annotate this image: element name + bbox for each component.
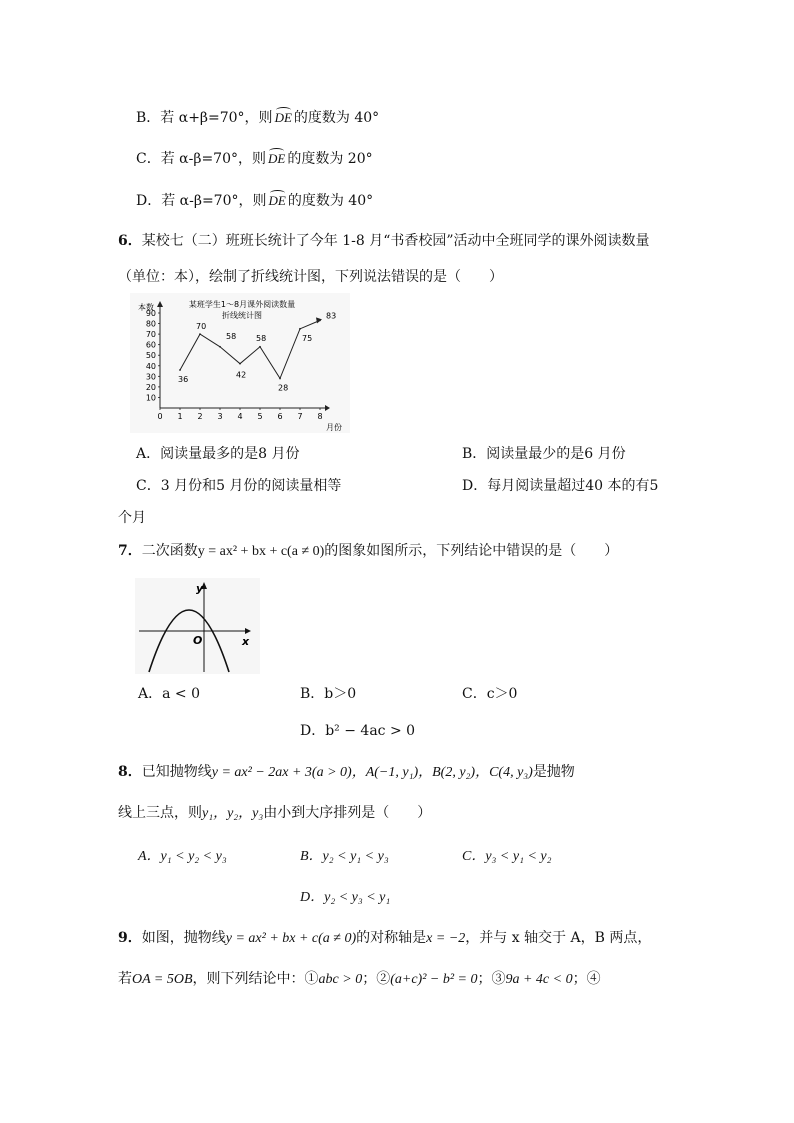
- data-label: 58: [226, 331, 237, 341]
- q7-stem: 7．二次函数y = ax² + bx + c(a ≠ 0)的图象如图所示，下列结论中错误的是（ ）: [118, 543, 619, 559]
- y-tick-label: 40: [145, 361, 156, 371]
- data-point: [179, 369, 181, 371]
- q8-stem-line1: 8．已知抛物线y = ax² − 2ax + 3(a > 0)，A(−1, y₁)，B(2, y₂)，C(4, y₃)是抛物: [118, 764, 575, 780]
- q9-formula: y = ax² + bx + c(a ≠ 0): [225, 931, 357, 946]
- q8-stem-line2: 线上三点，则y₁，y₂，y₃由小到大序排列是（ ）: [118, 805, 432, 821]
- data-point: [239, 363, 241, 365]
- q7-option-a: A．a < 0: [138, 686, 200, 702]
- q7-number: 7．: [118, 543, 142, 559]
- q7-formula: y = ax² + bx + c(a ≠ 0): [197, 544, 325, 559]
- q6-option-d: D．每月阅读量超过40 本的有5: [462, 478, 659, 494]
- y-tick-label: 20: [145, 382, 156, 392]
- arc-de: DE: [268, 147, 285, 169]
- arc-de: DE: [269, 189, 286, 211]
- x-tick-label: 6: [277, 412, 283, 421]
- x-tick-label: 4: [237, 412, 243, 421]
- q6-option-c: C．3 月份和5 月份的阅读量相等: [136, 478, 342, 494]
- q9-number: 9．: [118, 930, 142, 946]
- parabola-graph: [135, 578, 260, 674]
- q5-option-b: B．若 α+β=70°，则 DE 的度数为 40°: [136, 106, 379, 128]
- y-tick-label: 70: [145, 330, 156, 340]
- q5-option-c: C．若 α-β=70°，则 DE 的度数为 20°: [136, 147, 373, 169]
- y-tick-label: 90: [145, 309, 156, 318]
- data-label: 75: [302, 333, 313, 343]
- chart-title: 某班学生1～8月课外阅读数量: [188, 300, 296, 309]
- x-axis-label: x: [242, 635, 250, 648]
- q7-option-c: C．c＞0: [462, 686, 518, 702]
- data-point: [299, 328, 301, 330]
- q7-option-d: D．b² − 4ac > 0: [300, 723, 416, 739]
- q5-option-d: D．若 α-β=70°，则 DE 的度数为 40°: [136, 189, 373, 211]
- x-tick-label: 3: [217, 412, 223, 421]
- q9-axis: x = −2: [426, 931, 466, 946]
- data-point: [219, 346, 221, 348]
- q7-option-b: B．b＞0: [300, 686, 357, 702]
- q9-conclusion-2: (a+c)² − b² = 0: [390, 972, 478, 987]
- data-point: [199, 333, 201, 335]
- q8-option-a: A．y₁ < y₂ < y₃: [138, 849, 227, 864]
- q8-formula: y = ax² − 2ax + 3(a > 0): [211, 765, 352, 780]
- q8-number: 8．: [118, 764, 142, 780]
- reading-line-chart: [130, 293, 350, 433]
- q6-stem-line2: （单位：本），绘制了折线统计图，下列说法错误的是（ ）: [118, 269, 503, 285]
- q6-option-a: A．阅读量最多的是8 月份: [136, 446, 300, 462]
- q8-points: ，A(−1, y₁)，B(2, y₂)，C(4, y₃): [351, 765, 533, 780]
- x-tick-label: 5: [257, 412, 263, 421]
- data-label: 28: [278, 383, 289, 393]
- y-tick-label: 80: [145, 319, 156, 329]
- x-tick-label: 1: [177, 412, 183, 421]
- q6-stem-line1: 6．某校七（二）班班长统计了今年 1-8 月“书香校园”活动中全班同学的课外阅读数量: [118, 233, 650, 249]
- chart-subtitle: 折线统计图: [222, 311, 262, 320]
- q8-option-d: D．y₂ < y₃ < y₁: [300, 890, 391, 905]
- q9-conclusion-1: abc > 0: [318, 972, 363, 987]
- y-axis-label: y: [196, 582, 204, 595]
- q6-number: 6．: [118, 233, 142, 249]
- data-label: 83: [326, 311, 337, 321]
- x-tick-label: 7: [297, 412, 303, 421]
- data-label: 70: [196, 322, 207, 332]
- arc-de: DE: [275, 106, 292, 128]
- x-tick-label: 8: [317, 412, 323, 421]
- y-tick-label: 30: [145, 372, 156, 382]
- data-point: [279, 378, 281, 380]
- q8-option-b: B．y₂ < y₁ < y₃: [300, 849, 389, 864]
- chart-y-label: 本数: [138, 303, 154, 312]
- data-label: 42: [236, 370, 247, 380]
- q9-condition: OA = 5OB: [132, 972, 193, 987]
- y-tick-label: 60: [145, 340, 156, 350]
- q9-stem-line1: 9．如图，抛物线y = ax² + bx + c(a ≠ 0)的对称轴是x = −2，并与 x 轴交于 A，B 两点，: [118, 930, 652, 946]
- q8-vars: y₁，y₂，y₃: [202, 806, 264, 821]
- q9-stem-line2: 若OA = 5OB，则下列结论中：①abc > 0；②(a+c)² − b² = 0；③9a + 4c < 0；④: [118, 971, 601, 987]
- x-tick-label: 0: [157, 412, 163, 421]
- data-label: 36: [178, 375, 189, 384]
- q6-option-b: B．阅读量最少的是6 月份: [462, 446, 626, 462]
- origin-label: O: [193, 634, 203, 647]
- q8-option-c: C．y₃ < y₁ < y₂: [462, 849, 552, 864]
- chart-x-label: 月份: [326, 423, 342, 432]
- q6-option-d-cont: 个月: [118, 510, 146, 526]
- y-tick-label: 50: [145, 351, 156, 361]
- data-point: [259, 346, 261, 348]
- x-tick-label: 2: [197, 412, 203, 421]
- y-tick-label: 10: [145, 393, 156, 403]
- data-label: 58: [256, 333, 267, 343]
- q9-conclusion-3: 9a + 4c < 0: [505, 972, 573, 987]
